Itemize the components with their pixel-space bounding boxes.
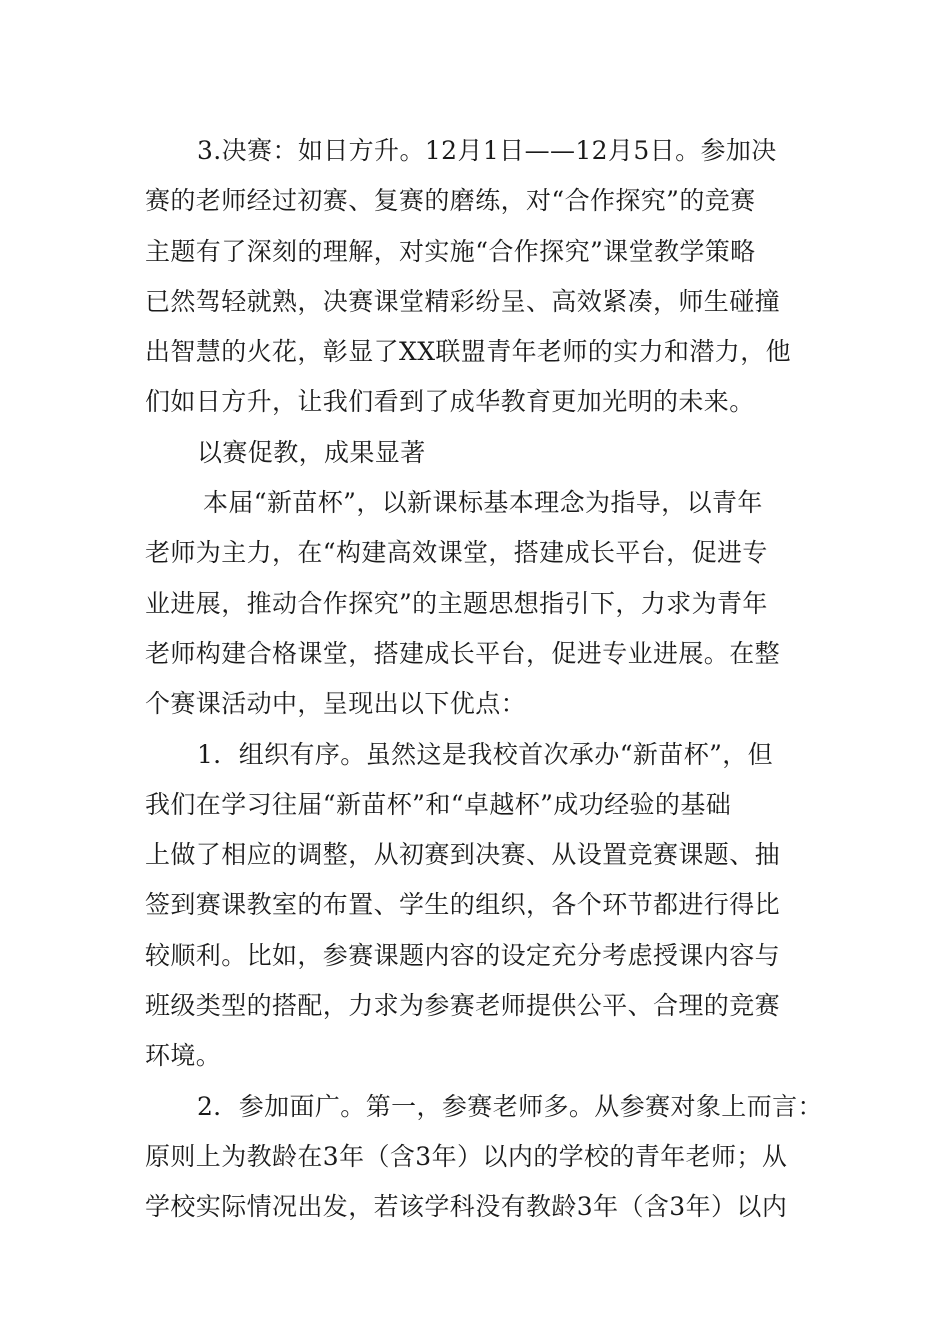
- paragraph-line: 已然驾轻就熟，决赛课堂精彩纷呈、高效紧凑，师生碰撞: [145, 286, 781, 316]
- paragraph-line: 业进展，推动合作探究”的主题思想指引下，力求为青年: [145, 588, 768, 618]
- paragraph-line: 环境。: [145, 1041, 222, 1071]
- paragraph-line: 我们在学习往届“新苗杯”和“卓越杯”成功经验的基础: [145, 789, 732, 819]
- paragraph-line: 本届“新苗杯”，以新课标基本理念为指导，以青年: [203, 488, 763, 518]
- paragraph-line: 出智慧的火花，彰显了XX联盟青年老师的实力和潜力，他: [145, 337, 791, 367]
- paragraph-line: 3.决赛：如日方升。12月1日——12月5日。参加决: [197, 136, 777, 165]
- paragraph-line: 班级类型的搭配，力求为参赛老师提供公平、合理的竞赛: [145, 991, 781, 1021]
- paragraph-line: 学校实际情况出发，若该学科没有教龄3年（含3年）以内: [145, 1192, 788, 1222]
- document-body: [145, 126, 823, 1233]
- paragraph-line: 老师构建合格课堂，搭建成长平台，促进专业进展。在整: [145, 638, 781, 668]
- section-heading: 以赛促教，成果显著: [197, 437, 426, 467]
- paragraph-line: 1．组织有序。虽然这是我校首次承办“新苗杯”，但: [197, 739, 774, 769]
- paragraph-line: 个赛课活动中，呈现出以下优点：: [145, 689, 527, 719]
- paragraph-line: 赛的老师经过初赛、复赛的磨练，对“合作探究”的竞赛: [145, 186, 756, 216]
- paragraph-line: 2．参加面广。第一，参赛老师多。从参赛对象上而言：: [197, 1091, 823, 1121]
- paragraph-line: 主题有了深刻的理解，对实施“合作探究”课堂教学策略: [145, 236, 756, 266]
- paragraph-line: 签到赛课教室的布置、学生的组织，各个环节都进行得比: [145, 890, 781, 920]
- paragraph-line: 较顺利。比如，参赛课题内容的设定充分考虑授课内容与: [145, 940, 781, 970]
- paragraph-line: 老师为主力，在“构建高效课堂，搭建成长平台，促进专: [145, 538, 768, 568]
- paragraph-line: 原则上为教龄在3年（含3年）以内的学校的青年老师；从: [145, 1141, 788, 1171]
- paragraph-line: 们如日方升，让我们看到了成华教育更加光明的未来。: [145, 387, 755, 417]
- paragraph-line: 上做了相应的调整，从初赛到决赛、从设置竞赛课题、抽: [145, 840, 781, 870]
